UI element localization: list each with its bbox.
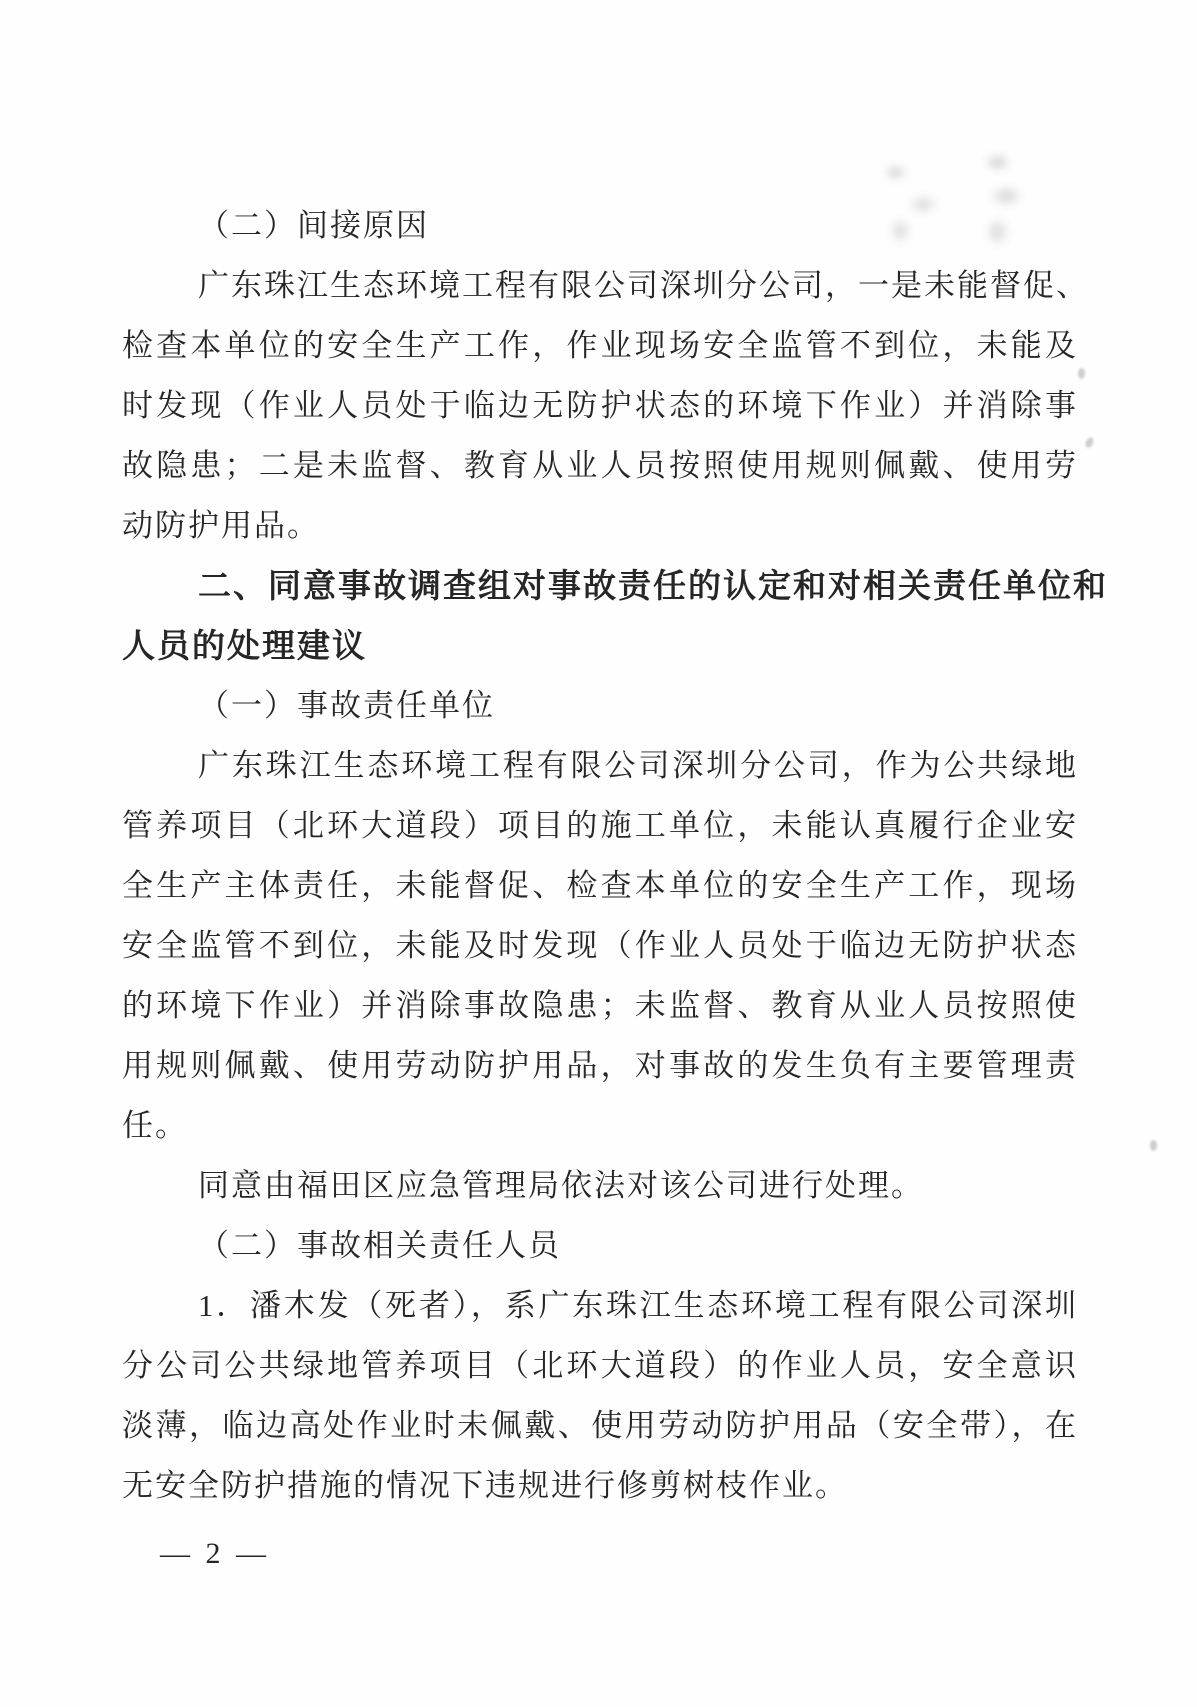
scan-speck (1084, 436, 1095, 449)
text-line: （二）间接原因 (198, 208, 429, 243)
para-person-1 (122, 1276, 1078, 1516)
text-line: 全生产主体责任，未能督促、检查本单位的安全生产工作，现场 (122, 868, 1078, 903)
text-line: 故隐患；二是未监督、教育从业人员按照使用规则佩戴、使用劳 (122, 448, 1078, 483)
text-line: 二、同意事故调查组对事故责任的认定和对相关责任单位和 (198, 567, 1108, 604)
para-agree-handling (122, 1156, 1078, 1216)
para-indirect-cause-body (122, 256, 1089, 556)
scan-speck (1078, 368, 1085, 379)
para-responsible-unit-body (122, 736, 1078, 1156)
para-responsible-persons-title (122, 1216, 1078, 1276)
text-line: 1．潘木发（死者），系广东珠江生态环境工程有限公司深圳 (198, 1288, 1078, 1323)
text-line: 的环境下作业）并消除事故隐患；未监督、教育从业人员按照使 (122, 988, 1078, 1023)
text-line: 淡薄，临边高处作业时未佩戴、使用劳动防护用品（安全带），在 (122, 1408, 1078, 1443)
text-line: 同意由福田区应急管理局依法对该公司进行处理。 (198, 1168, 924, 1203)
text-line: 管养项目（北环大道段）项目的施工单位，未能认真履行企业安 (122, 808, 1078, 843)
text-line: 无安全防护措施的情况下违规进行修剪树枝作业。 (122, 1468, 848, 1503)
text-line: 广东珠江生态环境工程有限公司深圳分公司，一是未能督促、 (198, 268, 1089, 303)
text-line: 分公司公共绿地管养项目（北环大道段）的作业人员，安全意识 (122, 1348, 1078, 1383)
document-body (122, 196, 1108, 1516)
text-line: 动防护用品。 (122, 508, 320, 543)
para-section-two-heading (122, 556, 1108, 676)
text-line: 用规则佩戴、使用劳动防护用品，对事故的发生负有主要管理责 (122, 1048, 1078, 1083)
text-line: （一）事故责任单位 (198, 688, 495, 723)
text-line: 人员的处理建议 (122, 627, 367, 664)
text-line: 检查本单位的安全生产工作，作业现场安全监管不到位，未能及 (122, 328, 1078, 363)
text-line: 任。 (122, 1108, 188, 1143)
scan-speck (1150, 1140, 1157, 1151)
text-line: 安全监管不到位，未能及时发现（作业人员处于临边无防护状态 (122, 928, 1078, 963)
text-line: 广东珠江生态环境工程有限公司深圳分公司，作为公共绿地 (198, 748, 1078, 783)
para-responsible-unit-title (122, 676, 1078, 736)
para-indirect-cause-title (122, 196, 1078, 256)
page-number: — 2 — (160, 1537, 270, 1570)
text-line: 时发现（作业人员处于临边无防护状态的环境下作业）并消除事 (122, 388, 1078, 423)
text-line: （二）事故相关责任人员 (198, 1228, 561, 1263)
